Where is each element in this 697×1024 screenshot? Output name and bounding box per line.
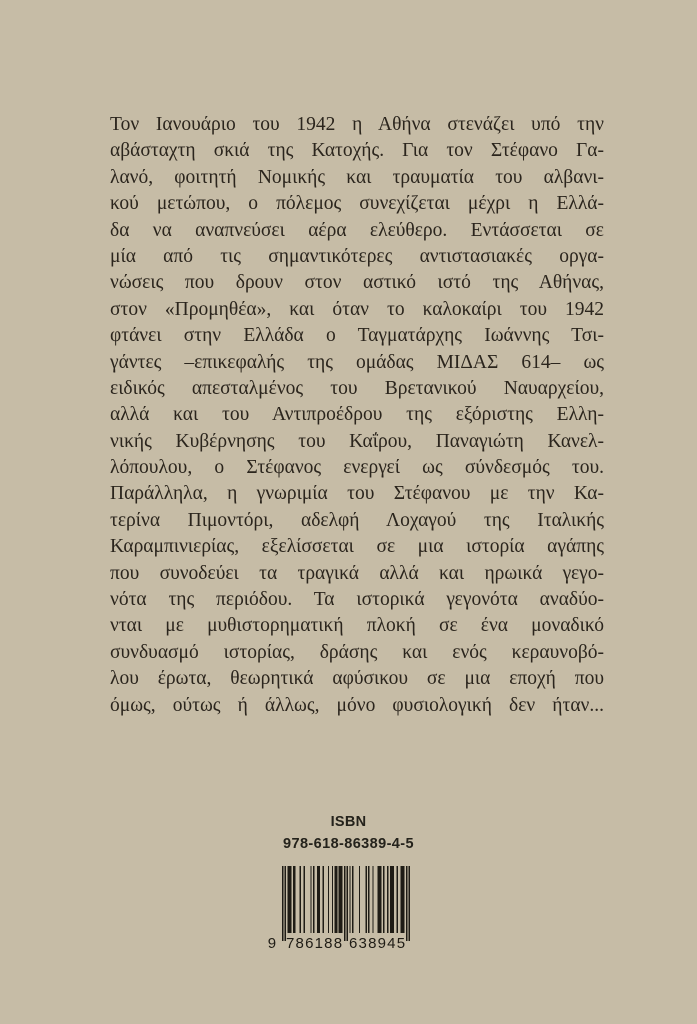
book-blurb xyxy=(110,112,604,719)
barcode-bars xyxy=(282,866,410,941)
blurb-line: γάντες –επικεφαλής της ομάδας ΜΙΔΑΣ 614– ως xyxy=(110,351,604,373)
barcode-digit-group-right: 638945 xyxy=(349,935,407,952)
blurb-line: συνδυασμό ιστορίας, δράσης και ενός κεραυνοβό- xyxy=(110,641,604,663)
blurb-line: νται με μυθιστορηματική πλοκή σε ένα μοναδικό xyxy=(110,615,604,637)
blurb-line: αλλά και του Αντιπροέδρου της εξόριστης Ελλη- xyxy=(110,404,604,426)
blurb-line: στον «Προμηθέα», και όταν το καλοκαίρι του 1942 xyxy=(110,298,604,320)
barcode-digit-group-left: 786188 xyxy=(286,935,344,952)
blurb-line: ειδικός απεσταλμένος του Βρετανικού Ναυαρχείου, xyxy=(110,377,604,399)
isbn-label: ISBN xyxy=(330,814,367,830)
blurb-line: όμως, ούτως ή άλλως, μόνο φυσιολογική δεν ήταν... xyxy=(110,694,604,716)
blurb-line: αβάσταχτη σκιά της Κατοχής. Για τον Στέφανο Γα- xyxy=(110,140,604,162)
blurb-line: φτάνει στην Ελλάδα ο Ταγματάρχης Ιωάννης Τσι- xyxy=(110,325,604,347)
blurb-line: νότα της περιόδου. Τα ιστορικά γεγονότα αναδύο- xyxy=(110,589,604,611)
blurb-line: λανό, φοιτητή Νομικής και τραυματία του αλβανι- xyxy=(110,166,604,188)
blurb-line: λου έρωτα, θεωρητικά αφύσικου σε μια εποχή που xyxy=(110,668,604,690)
blurb-line: κού μετώπου, ο πόλεμος συνεχίζεται μέχρι η Ελλά- xyxy=(110,193,604,215)
ean13-barcode xyxy=(266,866,412,961)
blurb-line: που συνοδεύει τα τραγικά αλλά και ηρωικά γεγο- xyxy=(110,562,604,584)
blurb-line: Καραμπινιερίας, εξελίσσεται σε μια ιστορία αγάπης xyxy=(110,536,604,558)
isbn-number: 978-618-86389-4-5 xyxy=(283,836,414,852)
blurb-line: νώσεις που δρουν στον αστικό ιστό της Αθήνας, xyxy=(110,272,604,294)
blurb-line: Τον Ιανουάριο του 1942 η Αθήνα στενάζει υπό την xyxy=(110,114,604,135)
blurb-line: νικής Κυβέρνησης του Καΐρου, Παναγιώτη Κανελ- xyxy=(110,430,604,452)
blurb-line: τερίνα Πιμοντόρι, αδελφή Λοχαγού της Ιταλικής xyxy=(110,509,604,531)
isbn-block xyxy=(0,812,697,855)
blurb-line: λόπουλου, ο Στέφανος ενεργεί ως σύνδεσμός του. xyxy=(110,457,604,479)
blurb-line: Παράλληλα, η γνωριμία του Στέφανου με την Κα- xyxy=(110,483,604,505)
barcode-digit-first: 9 xyxy=(267,935,278,952)
blurb-line: μία από τις σημαντικότερες αντιστασιακές οργα- xyxy=(110,245,604,267)
blurb-line: δα να αναπνεύσει αέρα ελεύθερο. Εντάσσεται σε xyxy=(110,219,604,241)
